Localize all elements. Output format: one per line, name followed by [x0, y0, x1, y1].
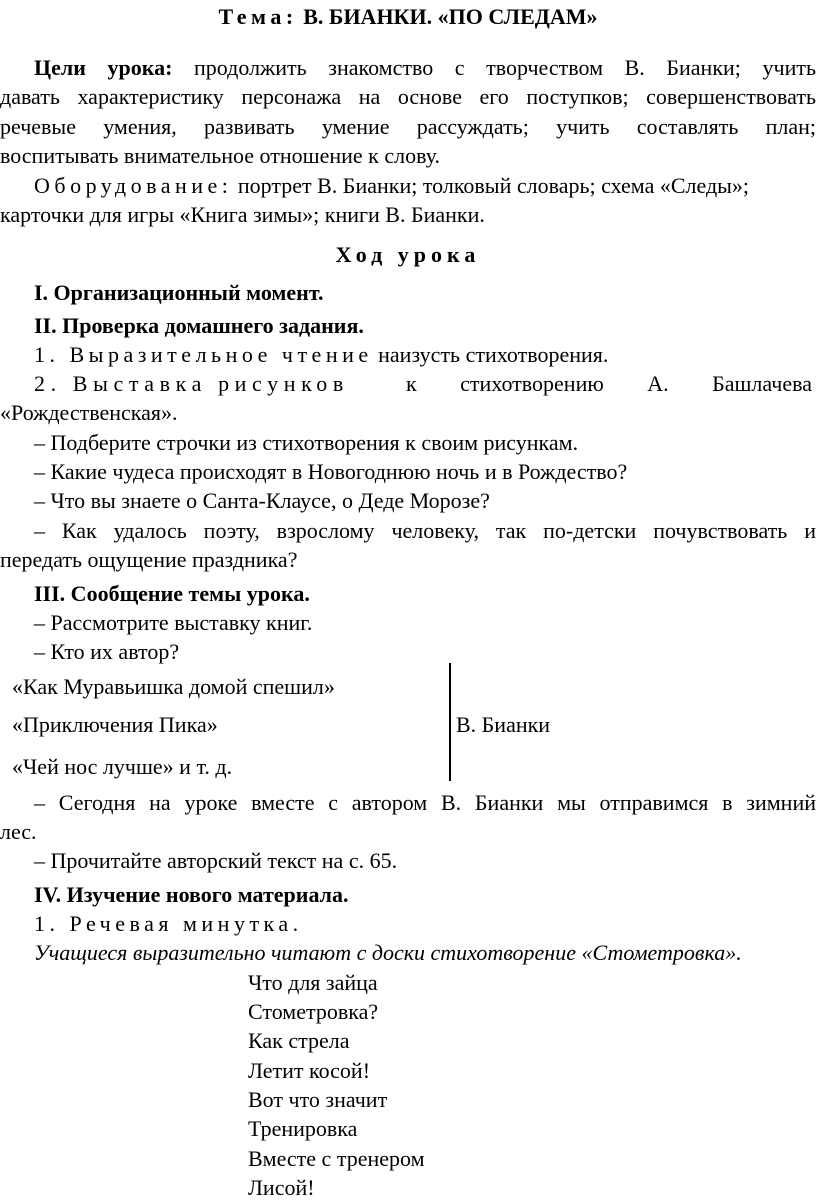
- question-3: – Что вы знаете о Санта-Клаусе, о Деде Морозе?: [34, 488, 490, 513]
- poem-line-8: Лисой!: [248, 1175, 315, 1200]
- section-2-item-2: [34, 369, 812, 399]
- section-3-para-2: – Прочитайте авторский текст на с. 65.: [34, 848, 398, 873]
- section-3-heading: [34, 579, 816, 609]
- book-title-2: «Приключения Пика»: [12, 712, 218, 737]
- item-2-text-1: к: [406, 371, 417, 396]
- item-2-continuation: «Рождественская».: [0, 400, 178, 425]
- goals-line-4: воспитывать внимательное отношение к слову.: [0, 143, 441, 168]
- book-title-1: «Как Муравьишка домой спешил»: [12, 674, 335, 699]
- goals-text-1: продолжить знакомство с творчеством В. Бианки; учить: [194, 55, 816, 80]
- section-4-heading: [34, 880, 816, 910]
- lesson-title: [0, 2, 816, 32]
- book-author: В. Бианки: [456, 712, 551, 737]
- question-1: – Подберите строчки из стихотворения к своим рисункам.: [34, 430, 579, 455]
- poem-line-3: Как стрела: [248, 1028, 350, 1053]
- item-1-label: 1. Выразительное чтение: [34, 342, 373, 367]
- poem-line-7: Вместе с тренером: [248, 1146, 425, 1171]
- section-3-question-2: – Кто их автор?: [34, 639, 180, 664]
- poem-line-2: Стометровка?: [248, 999, 379, 1024]
- equipment-line-1: [34, 171, 816, 201]
- equipment-line-2: карточки для игры «Книга зимы»; книги В. Бианки.: [0, 202, 485, 227]
- item-2-text-4: Башлачева: [712, 371, 812, 396]
- lesson-progress-heading: Ход урока: [335, 242, 481, 267]
- section-4-item-1: [34, 909, 816, 939]
- title-text: В. БИАНКИ. «ПО СЛЕДАМ»: [297, 4, 598, 29]
- item-1-text: наизусть стихотворения.: [372, 342, 609, 367]
- section-2-item-1: [34, 340, 816, 370]
- item-2-text-3: А.: [647, 371, 669, 396]
- poem-line-4: Летит косой!: [248, 1058, 371, 1083]
- goals-line-2: давать характеристику персонажа на основе его поступков; совершенствовать: [0, 84, 816, 109]
- section-2-heading: [34, 311, 816, 341]
- goals-label: Цели урока:: [34, 55, 173, 80]
- equipment-text-1: портрет В. Бианки; толковый словарь; схема «Следы»;: [232, 173, 750, 198]
- section-4-heading-text: IV. Изучение нового материала.: [34, 882, 349, 907]
- section-1-heading-text: I. Организационный момент.: [34, 280, 324, 305]
- goals-line-3: речевые умения, развивать умение рассуждать; учить составлять план;: [0, 114, 816, 139]
- poem-line-1: Что для зайца: [248, 970, 378, 995]
- section-2-heading-text: II. Проверка домашнего задания.: [34, 313, 364, 338]
- table-divider: [449, 663, 451, 781]
- poem-line-6: Тренировка: [248, 1116, 358, 1141]
- item-2-text: [406, 369, 812, 399]
- book-title-3: «Чей нос лучше» и т. д.: [12, 754, 233, 779]
- goals-line-1: [34, 53, 816, 83]
- item-2-text-2: стихотворению: [460, 371, 604, 396]
- section-3-para-1-line-1: – Сегодня на уроке вместе с автором В. Бианки мы отправимся в зимний: [34, 790, 816, 815]
- title-label: Тема:: [218, 4, 298, 29]
- section-4-instruction: Учащиеся выразительно читают с доски стихотворение «Стометровка».: [34, 940, 742, 965]
- section-4-item-1-label: 1. Речевая минутка.: [34, 911, 303, 936]
- equipment-label: Оборудование:: [34, 173, 233, 198]
- item-2-label: 2. Выставка рисунков: [34, 371, 349, 396]
- section-3-question-1: – Рассмотрите выставку книг.: [34, 610, 313, 635]
- poem-line-5: Вот что значит: [248, 1087, 388, 1112]
- question-4-line-2: передать ощущение праздника?: [0, 547, 298, 572]
- section-1-heading: [34, 278, 816, 308]
- question-4-line-1: – Как удалось поэту, взрослому человеку, так по-детски почувствовать и: [34, 518, 816, 543]
- section-3-heading-text: III. Сообщение темы урока.: [34, 581, 310, 606]
- question-2: – Какие чудеса происходят в Новогоднюю ночь и в Рождество?: [34, 459, 628, 484]
- section-3-para-1-line-2: лес.: [0, 819, 37, 844]
